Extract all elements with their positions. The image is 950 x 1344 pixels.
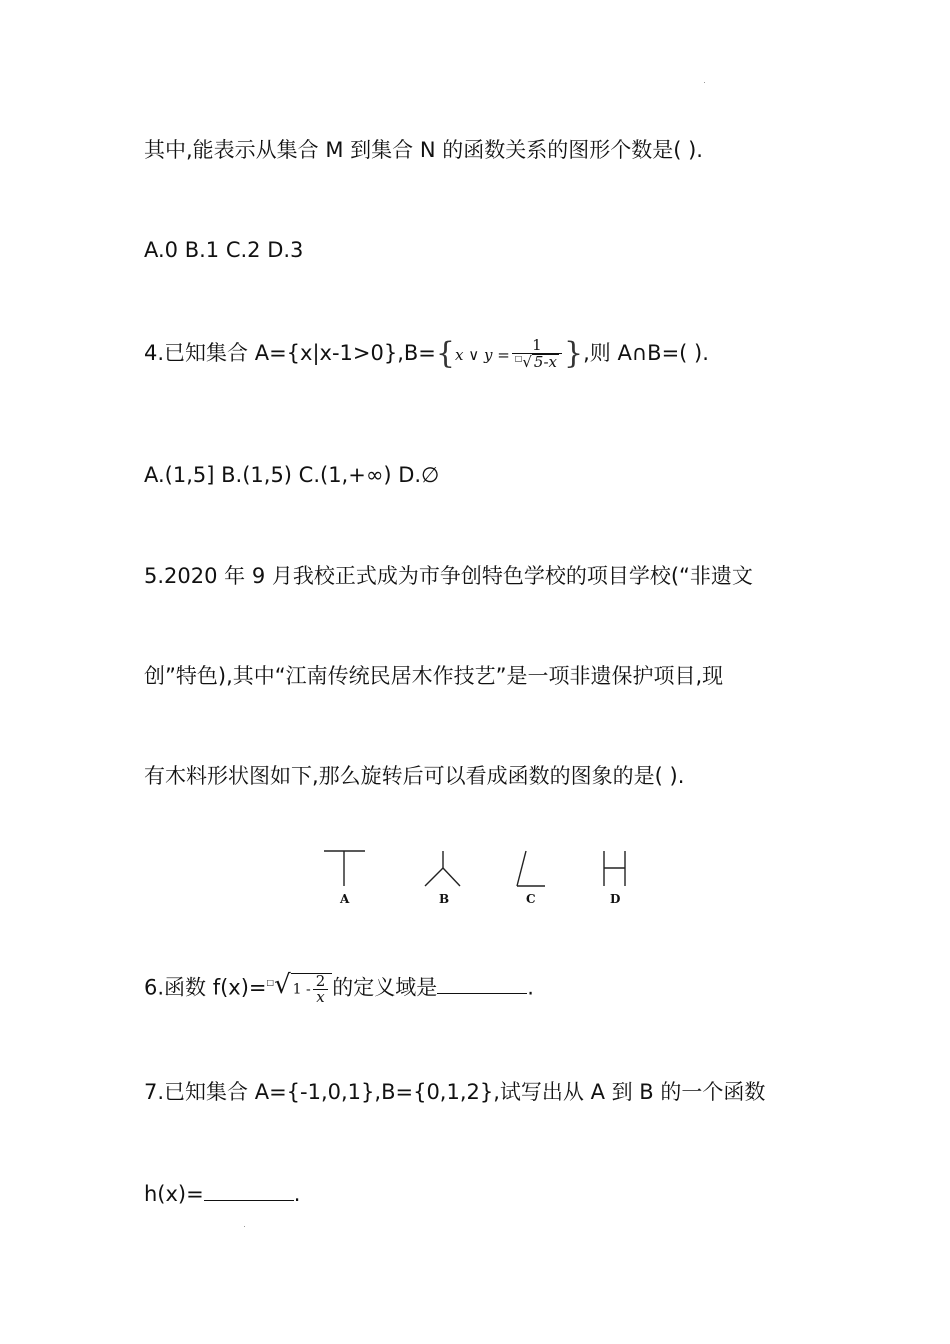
q6-frac-num: 2 [313, 974, 329, 990]
radical-icon: √ [274, 970, 291, 1000]
speck [244, 1226, 245, 1227]
speck [704, 82, 705, 83]
q4-prefix: 4.已知集合 A={x|x-1>0},B= [144, 341, 436, 365]
q3-options: A.0 B.1 C.2 D.3 [144, 238, 304, 262]
left-brace: { [435, 336, 455, 371]
q6-fraction [313, 971, 329, 1006]
q5-line3: 有木料形状图如下,那么旋转后可以看成函数的图象的是( ). [144, 764, 685, 788]
q4-frac-num: 1 [512, 338, 562, 354]
q6-answer-blank[interactable] [437, 975, 527, 994]
q4-frac-den: 5-x [533, 353, 557, 371]
q7-line1: 7.已知集合 A={-1,0,1},B={0,1,2},试写出从 A 到 B 的一个函数 [144, 1080, 766, 1104]
q6-root-index: □ [266, 978, 275, 987]
q5-line1: 5.2020 年 9 月我校正式成为市争创特色学校的项目学校(“非遗文 [144, 564, 753, 588]
q6-suffix: 的定义域是 [332, 975, 438, 1000]
q7-line2 [144, 1182, 300, 1205]
q4-suffix: ,则 A∩B=( ). [583, 341, 709, 365]
q4-root-index: □ [514, 354, 523, 363]
q6-stem [144, 972, 534, 1005]
shape-d [604, 851, 625, 886]
q6-prefix: 6.函数 f(x)= [144, 975, 267, 1000]
right-brace: } [564, 336, 584, 371]
q7-answer-blank[interactable] [204, 1182, 294, 1201]
q5-line2: 创”特色),其中“江南传统民居木作技艺”是一项非遗保护项目,现 [144, 664, 724, 688]
q6-radicand: 1 - [292, 981, 311, 997]
q6-radical [267, 972, 333, 1005]
q7-end: . [293, 1182, 301, 1206]
q7-prefix: h(x)= [144, 1182, 204, 1206]
q3-stem: 其中,能表示从集合 M 到集合 N 的函数关系的图形个数是( ). [144, 138, 703, 162]
shape-a [324, 851, 365, 886]
q4-set-var: x ∨ y = [455, 346, 510, 364]
q6-end: . [527, 975, 534, 1000]
figure-label-c: C [526, 892, 536, 906]
shape-c [517, 851, 545, 886]
shape-b [425, 851, 460, 886]
q4-options: A.(1,5] B.(1,5) C.(1,+∞) D.∅ [144, 463, 440, 487]
figure-label-a: A [340, 892, 350, 906]
radical-icon: √ [522, 353, 532, 371]
q6-frac-den: x [316, 987, 325, 1006]
figure-label-d: D [610, 892, 621, 906]
figure-label-b: B [439, 892, 450, 906]
